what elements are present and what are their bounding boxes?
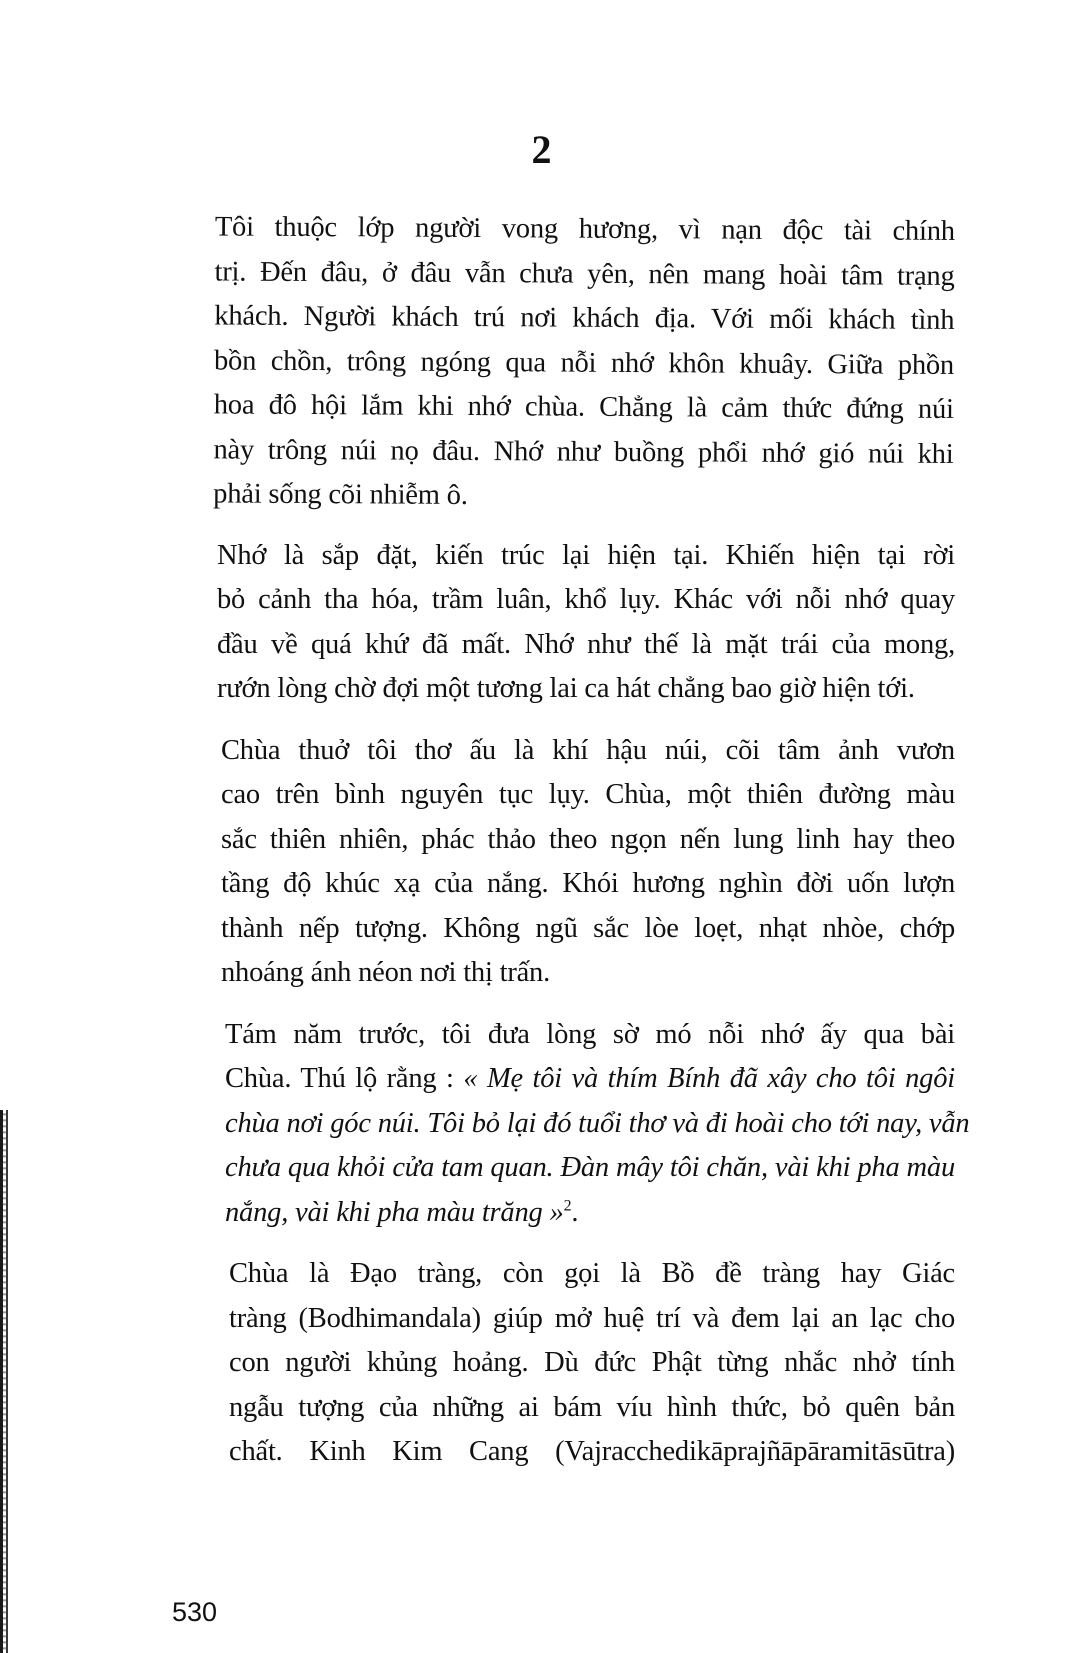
text-line: Tôi thuộc lớp người vong hương, vì nạn độc tài chính	[214, 211, 955, 247]
binding-edge	[0, 1110, 8, 1653]
paragraph	[149, 729, 955, 996]
text-line: thành nếp tượng. Không ngũ sắc lòe loẹt, nhạt nhòe, chớp	[221, 912, 955, 944]
chapter-number: 2	[531, 127, 552, 172]
text-line: hoa đô hội lắm khi nhớ chùa. Chẳng là cảm thức đứng núi	[213, 389, 954, 425]
text-line: đầu về quá khứ đã mất. Nhớ như thế là mặt trái của mong,	[217, 628, 955, 660]
quote-text: « Mẹ tôi và thím Bính đã xây cho tôi ngôi	[463, 1063, 955, 1094]
text-line: Tám năm trước, tôi đưa lòng sờ mó nỗi nhớ ấy qua bài	[225, 1018, 955, 1050]
text-line: tầng độ khúc xạ của nắng. Khói hương nghìn đời uốn lượn	[221, 868, 955, 899]
sentence-end: .	[571, 1196, 579, 1228]
text-line: sắc thiên nhiên, phác thảo theo ngọn nến lung linh hay theo	[221, 823, 955, 855]
page-number: 530	[172, 1597, 218, 1627]
body-text	[143, 205, 970, 1492]
text-line	[153, 1191, 955, 1236]
text-line: ngẫu tượng của những ai bám víu hình thức, bỏ quên bản	[229, 1391, 955, 1423]
paragraph-with-quote	[153, 1013, 970, 1236]
text-line: phải sống cõi nhiễm ô.	[213, 478, 468, 511]
quote-line: chùa nơi góc núi. Tôi bỏ lại đó tuổi thơ và đi hoài cho tới nay, vẫn	[225, 1107, 970, 1139]
footnote-reference[interactable]: 2	[563, 1197, 572, 1214]
paragraph	[141, 205, 955, 521]
text-line: Chùa thuở tôi thơ ấu là khí hậu núi, cõi tâm ảnh vươn	[221, 734, 955, 766]
text-line: này trông núi nọ đâu. Nhớ như buồng phổi nhớ gió núi khi	[213, 433, 954, 470]
text-line: bỏ cảnh tha hóa, trầm luân, khổ lụy. Khác với nỗi nhớ quay	[217, 584, 955, 615]
quote-line: chưa qua khỏi cửa tam quan. Đàn mây tôi chăn, vài khi pha màu	[225, 1152, 955, 1183]
text-line: con người khủng hoảng. Dù đức Phật từng nhắc nhở tính	[229, 1347, 955, 1378]
text-line: Nhớ là sắp đặt, kiến trúc lại hiện tại. Khiến hiện tại rời	[217, 539, 955, 571]
text-line: chất. Kinh Kim Cang (Vajracchedikāprajñāpāramitāsūtra)	[229, 1436, 955, 1467]
text-line: nhoáng ánh néon nơi thị trấn.	[221, 957, 551, 988]
text-line: bồn chồn, trông ngóng qua nỗi nhớ khôn khuây. Giữa phồn	[213, 344, 955, 381]
text-line: cao trên bình nguyên tục lụy. Chùa, một thiên đường màu	[221, 779, 955, 810]
text-line: trị. Đến đâu, ở đâu vẫn chưa yên, nên mang hoài tâm trạng	[214, 255, 955, 292]
text-line: tràng (Bodhimandala) giúp mở huệ trí và đem lại an lạc cho	[229, 1302, 955, 1334]
paragraph	[145, 534, 955, 712]
text-line: khách. Người khách trú nơi khách địa. Với mối khách tình	[214, 300, 955, 336]
quote-intro: Chùa. Thú lộ rằng :	[225, 1063, 464, 1094]
quote-line: nắng, vài khi pha màu trăng »	[225, 1196, 564, 1228]
text-line: rướn lòng chờ đợi một tương lai ca hát chẳng bao giờ hiện tới.	[217, 673, 915, 704]
text-line: Chùa là Đạo tràng, còn gọi là Bồ đề tràng hay Giác	[229, 1258, 955, 1289]
paragraph	[157, 1252, 955, 1475]
text-line	[153, 1057, 955, 1102]
